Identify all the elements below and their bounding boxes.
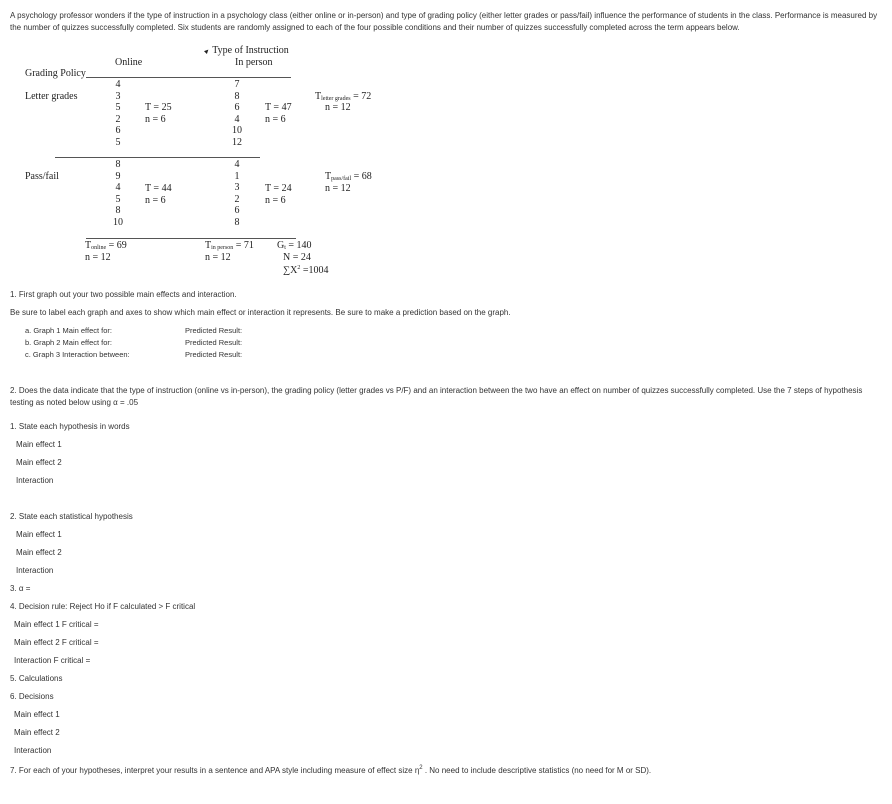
step7-superscript: 2 (419, 765, 423, 771)
score: 2 (234, 193, 240, 205)
q1-instruction: Be sure to label each graph and axes to show which main effect or interaction it represents. Be sure to make a prediction based on the graph. (10, 308, 511, 317)
cell-total: T = 25 (145, 102, 172, 113)
score: 6 (234, 205, 240, 217)
score: 12 (232, 136, 242, 148)
score: 6 (234, 102, 240, 114)
score: 9 (115, 170, 121, 182)
header-rule (86, 77, 291, 78)
g-symbol: G (277, 240, 285, 251)
score: 8 (115, 205, 121, 217)
sumx2-superscript: 2 (297, 265, 301, 271)
step1-interaction: Interaction (16, 476, 54, 485)
step1-main-effect-1: Main effect 1 (16, 440, 62, 449)
t-symbol: T (315, 91, 322, 102)
bottom-rule (86, 238, 296, 239)
column-header-online: Online (115, 57, 143, 68)
row-factor-label: Grading Policy (25, 68, 86, 79)
score: 2 (115, 113, 121, 125)
score: 3 (115, 90, 121, 102)
cell-n: n = 6 (145, 114, 166, 125)
me2-f-critical: Main effect 2 F critical = (14, 638, 99, 647)
cell-total: T = 44 (145, 183, 172, 194)
step6-interaction: Interaction (14, 746, 52, 755)
score: 6 (115, 125, 121, 137)
step6-main-effect-1: Main effect 1 (14, 710, 60, 719)
t-subscript: online (91, 245, 107, 251)
column-header-in-person: In person (235, 57, 273, 68)
graph-b-label: b. Graph 2 Main effect for: (25, 338, 112, 347)
q1-title: 1. First graph out your two possible main effects and interaction. (10, 290, 237, 299)
step6-main-effect-2: Main effect 2 (14, 728, 60, 737)
t-value: = 71 (233, 240, 254, 251)
predicted-result-a: Predicted Result: (185, 326, 243, 335)
t-subscript: letter grades (321, 96, 351, 102)
interaction-f-critical: Interaction F critical = (14, 656, 91, 665)
graph-a-label: a. Graph 1 Main effect for: (25, 326, 112, 335)
cell-n: n = 6 (265, 195, 286, 206)
score: 4 (234, 113, 240, 125)
t-symbol: T (325, 171, 332, 182)
predicted-result-b: Predicted Result: (185, 338, 243, 347)
score: 1 (234, 170, 240, 182)
score: 5 (115, 102, 121, 114)
cell-n: n = 6 (265, 114, 286, 125)
me1-f-critical: Main effect 1 F critical = (14, 620, 99, 629)
score: 8 (234, 90, 240, 102)
step2-main-effect-2: Main effect 2 (16, 548, 62, 557)
score: 7 (234, 79, 240, 90)
score: 8 (234, 216, 240, 228)
factor-title (203, 45, 289, 57)
step-1: 1. State each hypothesis in words (10, 422, 130, 431)
t-value: = 68 (351, 171, 372, 182)
score: 5 (115, 193, 121, 205)
t-subscript: in person (211, 245, 234, 251)
score: 10 (232, 125, 242, 137)
row-n-letter: n = 12 (325, 102, 351, 113)
step-6: 6. Decisions (10, 692, 54, 701)
step7-text: 7. For each of your hypotheses, interpret your results in a sentence and APA style including measure of effect size η (10, 766, 420, 775)
intro-paragraph: A psychology professor wonders if the type of instruction in a psychology class (either online or in-person) and type of grading policy (either letter grades or pass/fail) influence the performance of students in the class. Performance is measured by the number of quizzes successfully completed. Six students are randomly assigned to each of the four possible conditions and their number of quizzes successfully completed across the term appears below. (10, 11, 878, 32)
score: 5 (115, 136, 121, 148)
factor-title-text: Type of Instruction (212, 45, 289, 56)
t-symbol: T (85, 240, 92, 251)
sumx2-symbol: ∑X (283, 265, 298, 276)
step-3: 3. α = (10, 584, 31, 593)
score: 4 (115, 182, 121, 194)
step1-main-effect-2: Main effect 2 (16, 458, 62, 467)
step7-text-end: . No need to include descriptive statistics (no need for M or SD). (422, 766, 652, 775)
step-5: 5. Calculations (10, 674, 63, 683)
row-label-letter-grades: Letter grades (25, 91, 78, 102)
q2-title: 2. Does the data indicate that the type of instruction (online vs in-person), the grading policy (letter grades vs P/F) and an interaction between the two have an effect on number of quizzes successfully completed. Use the 7 steps of hypothesis testing as noted below using α = .05 (10, 386, 863, 407)
cell-total: T = 24 (265, 183, 292, 194)
score: 4 (115, 79, 121, 90)
score: 10 (113, 216, 123, 228)
cell-n: n = 6 (145, 195, 166, 206)
predicted-result-c: Predicted Result: (185, 350, 243, 359)
step2-interaction: Interaction (16, 566, 54, 575)
cell-letter-inperson-scores (225, 79, 249, 149)
step-7 (10, 763, 651, 776)
step2-main-effect-1: Main effect 1 (16, 530, 62, 539)
row-divider (55, 157, 260, 158)
total-N: N = 24 (283, 252, 311, 263)
score: 8 (115, 159, 121, 170)
score: 4 (234, 159, 240, 170)
col-n-online: n = 12 (85, 252, 111, 263)
t-subscript: pass/fail (331, 176, 352, 182)
collapse-triangle-icon[interactable]: ▲ (201, 45, 213, 57)
row-label-pass-fail: Pass/fail (25, 171, 59, 182)
step-4: 4. Decision rule: Reject Ho if F calculated > F critical (10, 602, 196, 611)
score: 3 (234, 182, 240, 194)
sum-x-squared (283, 263, 329, 276)
col-n-in-person: n = 12 (205, 252, 231, 263)
t-value: = 72 (350, 91, 372, 102)
row-n-pass-fail: n = 12 (325, 183, 351, 194)
step-2: 2. State each statistical hypothesis (10, 512, 133, 521)
cell-total: T = 47 (265, 102, 292, 113)
cell-pf-inperson-scores (225, 159, 249, 229)
g-value: = 140 (285, 240, 312, 251)
cell-letter-online-scores (108, 79, 128, 149)
t-symbol: T (205, 240, 212, 251)
sumx2-value: =1004 (300, 265, 329, 276)
cell-pf-online-scores (108, 159, 128, 229)
g-subscript: t (284, 245, 286, 251)
graph-c-label: c. Graph 3 Interaction between: (25, 350, 130, 359)
t-value: = 69 (106, 240, 127, 251)
